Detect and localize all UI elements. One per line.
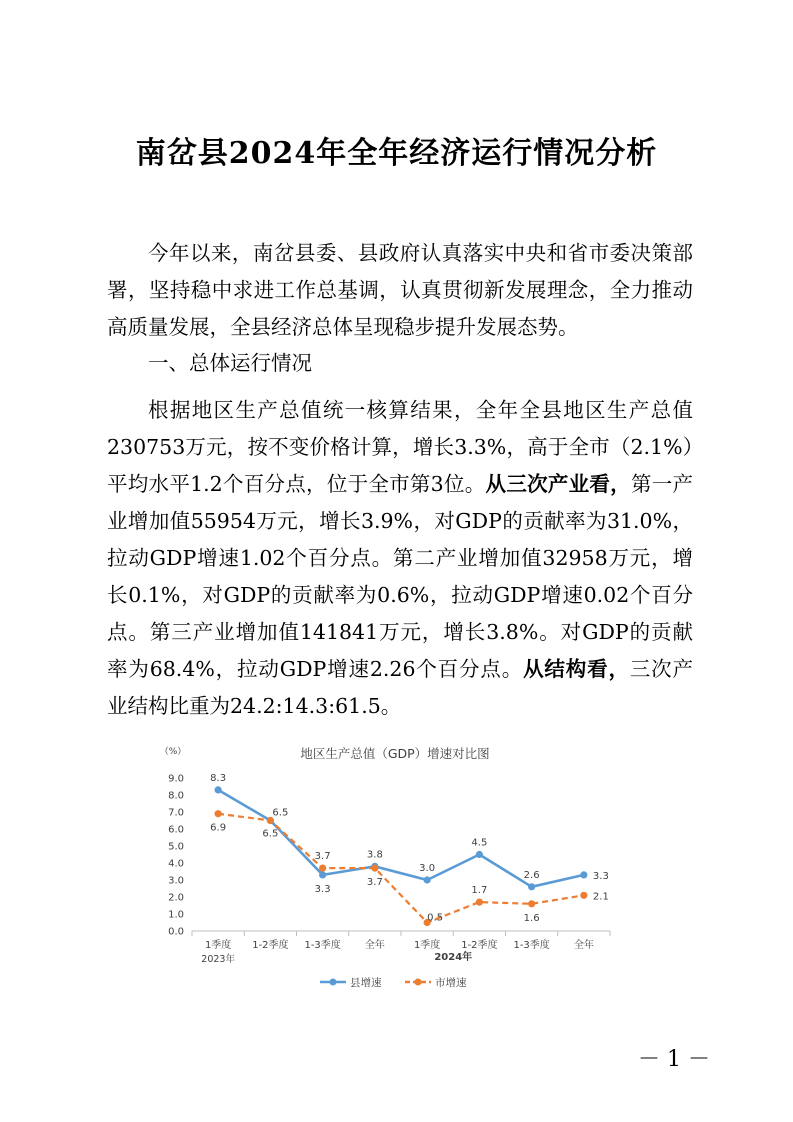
gdp-growth-chart-svg: [140, 738, 620, 998]
series-point-0: [580, 871, 587, 878]
gdp-growth-chart: [140, 738, 620, 998]
legend-label-0: 县增速: [350, 977, 382, 989]
x-category-label: 全年: [364, 940, 385, 951]
intro-paragraph: 今年以来，南岔县委、县政府认真落实中央和省市委决策部署，坚持稳中求进工作总基调，认真贯彻新发展理念，全力推动高质量发展，全县经济总体呈现稳步提升发展态势。: [107, 241, 693, 339]
data-label-county: 3.0: [419, 863, 436, 874]
legend-marker-1: [415, 979, 422, 986]
data-label-county: 8.3: [210, 772, 227, 784]
series-point-1: [215, 810, 222, 817]
x-category-label: 1-2季度: [252, 940, 289, 951]
x-group-label-2024: 2024年: [434, 952, 473, 963]
gdp-paragraph-part2: 第一产业增加值55954万元，增长3.9%，对GDP的贡献率为31.0%，拉动GDP增速1.02个百分点。第二产业增加值32958万元，增长0.1%，对GDP的贡献率为0.6%，拉动GDP增速0.02个百分点。第三产业增加值141841万元，增长3.8%。对GDP的贡献率为68.4%，拉动GDP增速2.26个百分点。: [107, 472, 693, 681]
data-label-city: 6.9: [210, 822, 227, 834]
x-category-label: 全年: [573, 940, 594, 951]
data-label-city: 1.6: [523, 912, 540, 924]
x-category-label: 1-3季度: [513, 940, 550, 951]
data-label-county: 4.5: [471, 837, 488, 849]
y-tick-label: 0.0: [168, 926, 184, 938]
data-label-county: 3.3: [314, 883, 331, 895]
chart-y-axis-label: （%）: [159, 747, 187, 757]
y-tick-label: 9.0: [168, 773, 184, 785]
legend-marker-0: [330, 979, 337, 986]
legend-label-1: 市增速: [435, 977, 467, 989]
section-heading: 一、总体运行情况: [148, 351, 312, 375]
gdp-paragraph-part3: 三次产业结构比重为24.2:14.3:61.5。: [107, 657, 694, 718]
gdp-paragraph-bold1: 从三次产业看，: [485, 472, 631, 496]
x-category-label: 1季度: [204, 940, 232, 951]
x-category-label: 1-3季度: [304, 940, 341, 951]
series-point-0: [476, 851, 483, 858]
y-tick-label: 6.0: [168, 824, 184, 836]
data-label-city: 1.7: [471, 885, 488, 897]
data-label-city: 3.7: [314, 851, 331, 863]
x-group-label-2023: 2023年: [201, 954, 235, 965]
series-point-0: [528, 883, 535, 890]
data-label-county: 2.6: [523, 869, 540, 881]
data-label-city: 6.5: [262, 828, 279, 840]
series-point-0: [424, 876, 431, 883]
series-point-1: [371, 865, 378, 872]
x-category-label: 1季度: [413, 940, 441, 951]
y-tick-label: 7.0: [168, 807, 184, 819]
data-label-city: 2.1: [592, 891, 609, 903]
series-point-1: [580, 892, 587, 899]
data-label-city: 3.7: [366, 877, 383, 889]
page-number: － 1 －: [638, 1047, 710, 1072]
series-point-1: [476, 899, 483, 906]
y-tick-label: 5.0: [168, 841, 184, 853]
y-tick-label: 3.0: [168, 875, 184, 887]
y-tick-label: 2.0: [168, 892, 184, 904]
series-point-1: [319, 865, 326, 872]
gdp-paragraph: [107, 392, 693, 725]
gdp-paragraph-part1: 根据地区生产总值统一核算结果，全年全县地区生产总值230753万元，按不变价格计算，增长3.3%，高于全市（2.1%）平均水平1.2个百分点，位于全市第3位。: [107, 398, 693, 496]
data-label-county: 3.8: [366, 849, 383, 861]
data-label-city: 0.5: [427, 912, 444, 924]
data-label-county: 6.5: [272, 807, 289, 819]
series-point-0: [319, 871, 326, 878]
chart-title: 地区生产总值（GDP）增速对比图: [300, 746, 490, 761]
y-tick-label: 1.0: [168, 909, 184, 921]
document-title: 南岔县2024年全年经济运行情况分析: [135, 136, 658, 171]
gdp-paragraph-bold2: 从结构看，: [523, 657, 630, 681]
x-category-label: 1-2季度: [461, 940, 498, 951]
y-tick-label: 8.0: [168, 790, 184, 802]
data-label-county: 3.3: [592, 870, 609, 882]
y-tick-label: 4.0: [168, 858, 184, 870]
series-point-1: [528, 900, 535, 907]
series-point-0: [215, 786, 222, 793]
